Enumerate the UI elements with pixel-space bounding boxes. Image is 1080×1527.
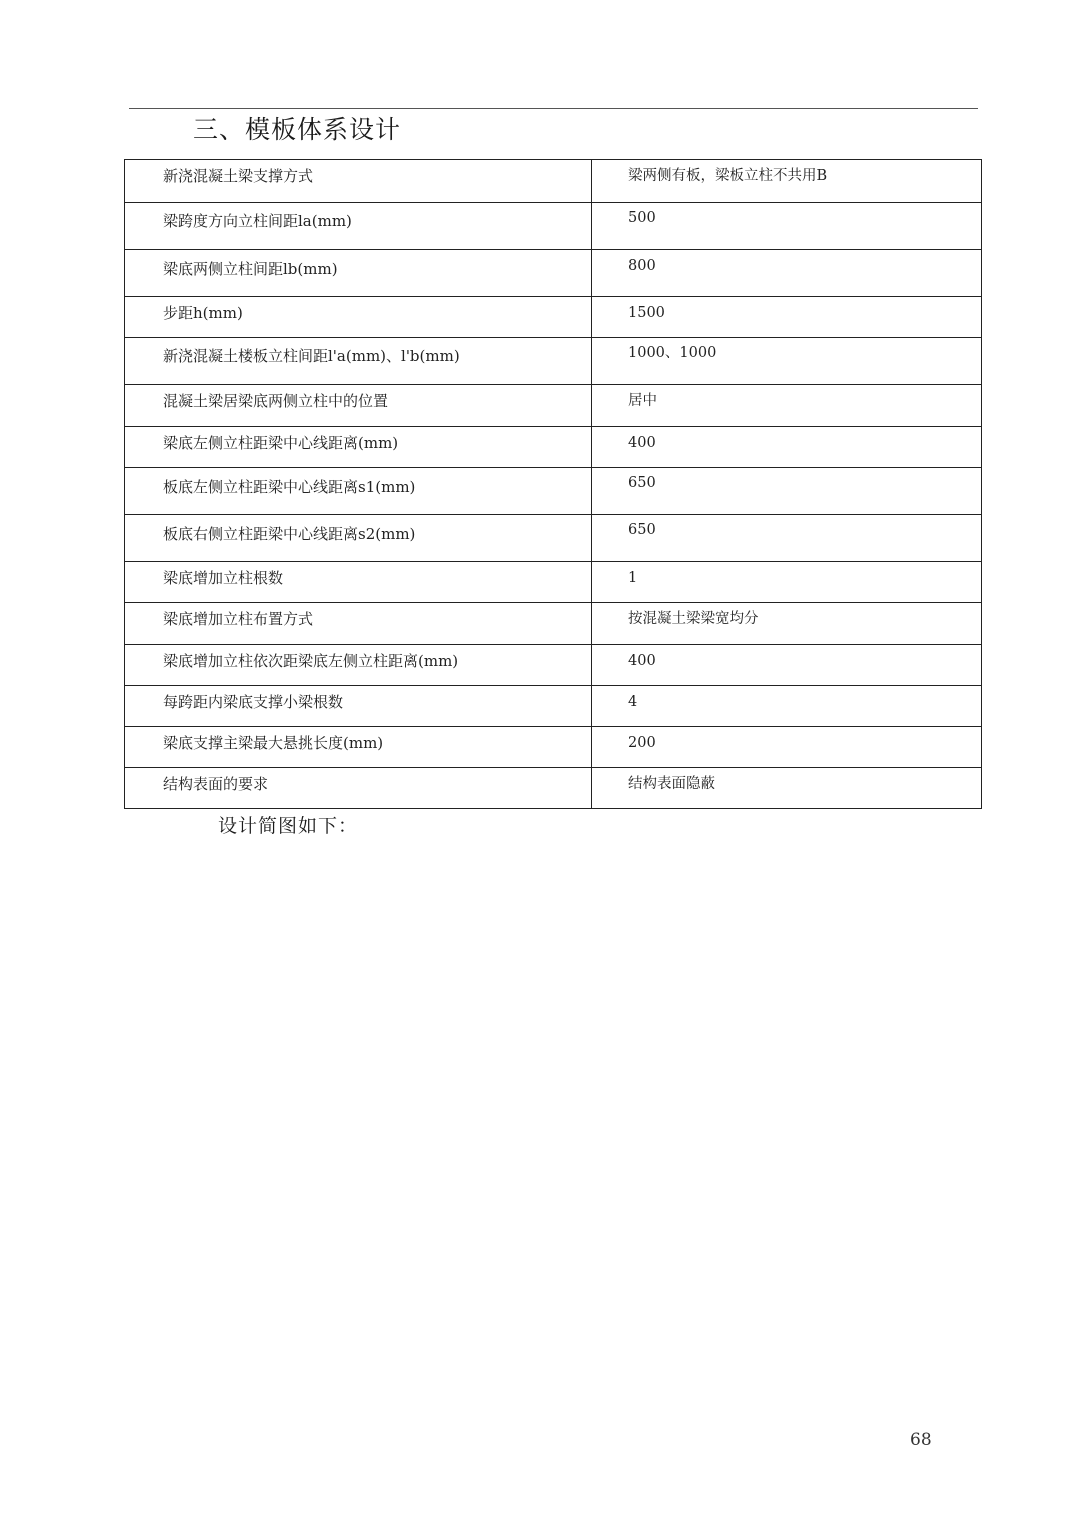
row-label: 梁底支撑主梁最大悬挑长度(mm)	[125, 727, 592, 768]
table-row	[125, 768, 982, 809]
row-value: 500	[592, 203, 982, 250]
row-value: 结构表面隐蔽	[592, 768, 982, 809]
row-value: 1500	[592, 297, 982, 338]
section-title: 三、模板体系设计	[193, 115, 402, 144]
row-label: 梁底左侧立柱距梁中心线距离(mm)	[125, 427, 592, 468]
row-value: 4	[592, 686, 982, 727]
row-value: 居中	[592, 385, 982, 427]
table-row	[125, 645, 982, 686]
diagram-caption: 设计简图如下：	[218, 815, 359, 837]
table-row	[125, 250, 982, 297]
row-label: 每跨距内梁底支撑小梁根数	[125, 686, 592, 727]
table-row	[125, 603, 982, 645]
row-value: 650	[592, 468, 982, 515]
formwork-parameters-table	[124, 159, 982, 809]
row-label: 新浇混凝土梁支撑方式	[125, 160, 592, 203]
row-label: 梁底增加立柱依次距梁底左侧立柱距离(mm)	[125, 645, 592, 686]
row-value: 梁两侧有板，梁板立柱不共用B	[592, 160, 982, 203]
row-label: 梁底增加立柱根数	[125, 562, 592, 603]
table-row	[125, 515, 982, 562]
row-value: 200	[592, 727, 982, 768]
row-value: 400	[592, 427, 982, 468]
table-row	[125, 338, 982, 385]
row-value: 400	[592, 645, 982, 686]
row-label: 混凝土梁居梁底两侧立柱中的位置	[125, 385, 592, 427]
row-label: 板底左侧立柱距梁中心线距离s1(mm)	[125, 468, 592, 515]
row-label: 新浇混凝土楼板立柱间距l'a(mm)、l'b(mm)	[125, 338, 592, 385]
row-value: 1	[592, 562, 982, 603]
header-rule	[129, 108, 978, 109]
row-label: 结构表面的要求	[125, 768, 592, 809]
table-row	[125, 686, 982, 727]
row-value: 800	[592, 250, 982, 297]
table-row	[125, 160, 982, 203]
row-value: 1000、1000	[592, 338, 982, 385]
table-row	[125, 468, 982, 515]
table-row	[125, 297, 982, 338]
row-label: 梁底增加立柱布置方式	[125, 603, 592, 645]
table-row	[125, 562, 982, 603]
row-label: 梁跨度方向立柱间距la(mm)	[125, 203, 592, 250]
table-row	[125, 727, 982, 768]
row-label: 步距h(mm)	[125, 297, 592, 338]
row-value: 650	[592, 515, 982, 562]
page-number: 68	[910, 1430, 932, 1450]
row-label: 板底右侧立柱距梁中心线距离s2(mm)	[125, 515, 592, 562]
table-row	[125, 203, 982, 250]
table-row	[125, 385, 982, 427]
table-row	[125, 427, 982, 468]
row-value: 按混凝土梁梁宽均分	[592, 603, 982, 645]
row-label: 梁底两侧立柱间距lb(mm)	[125, 250, 592, 297]
